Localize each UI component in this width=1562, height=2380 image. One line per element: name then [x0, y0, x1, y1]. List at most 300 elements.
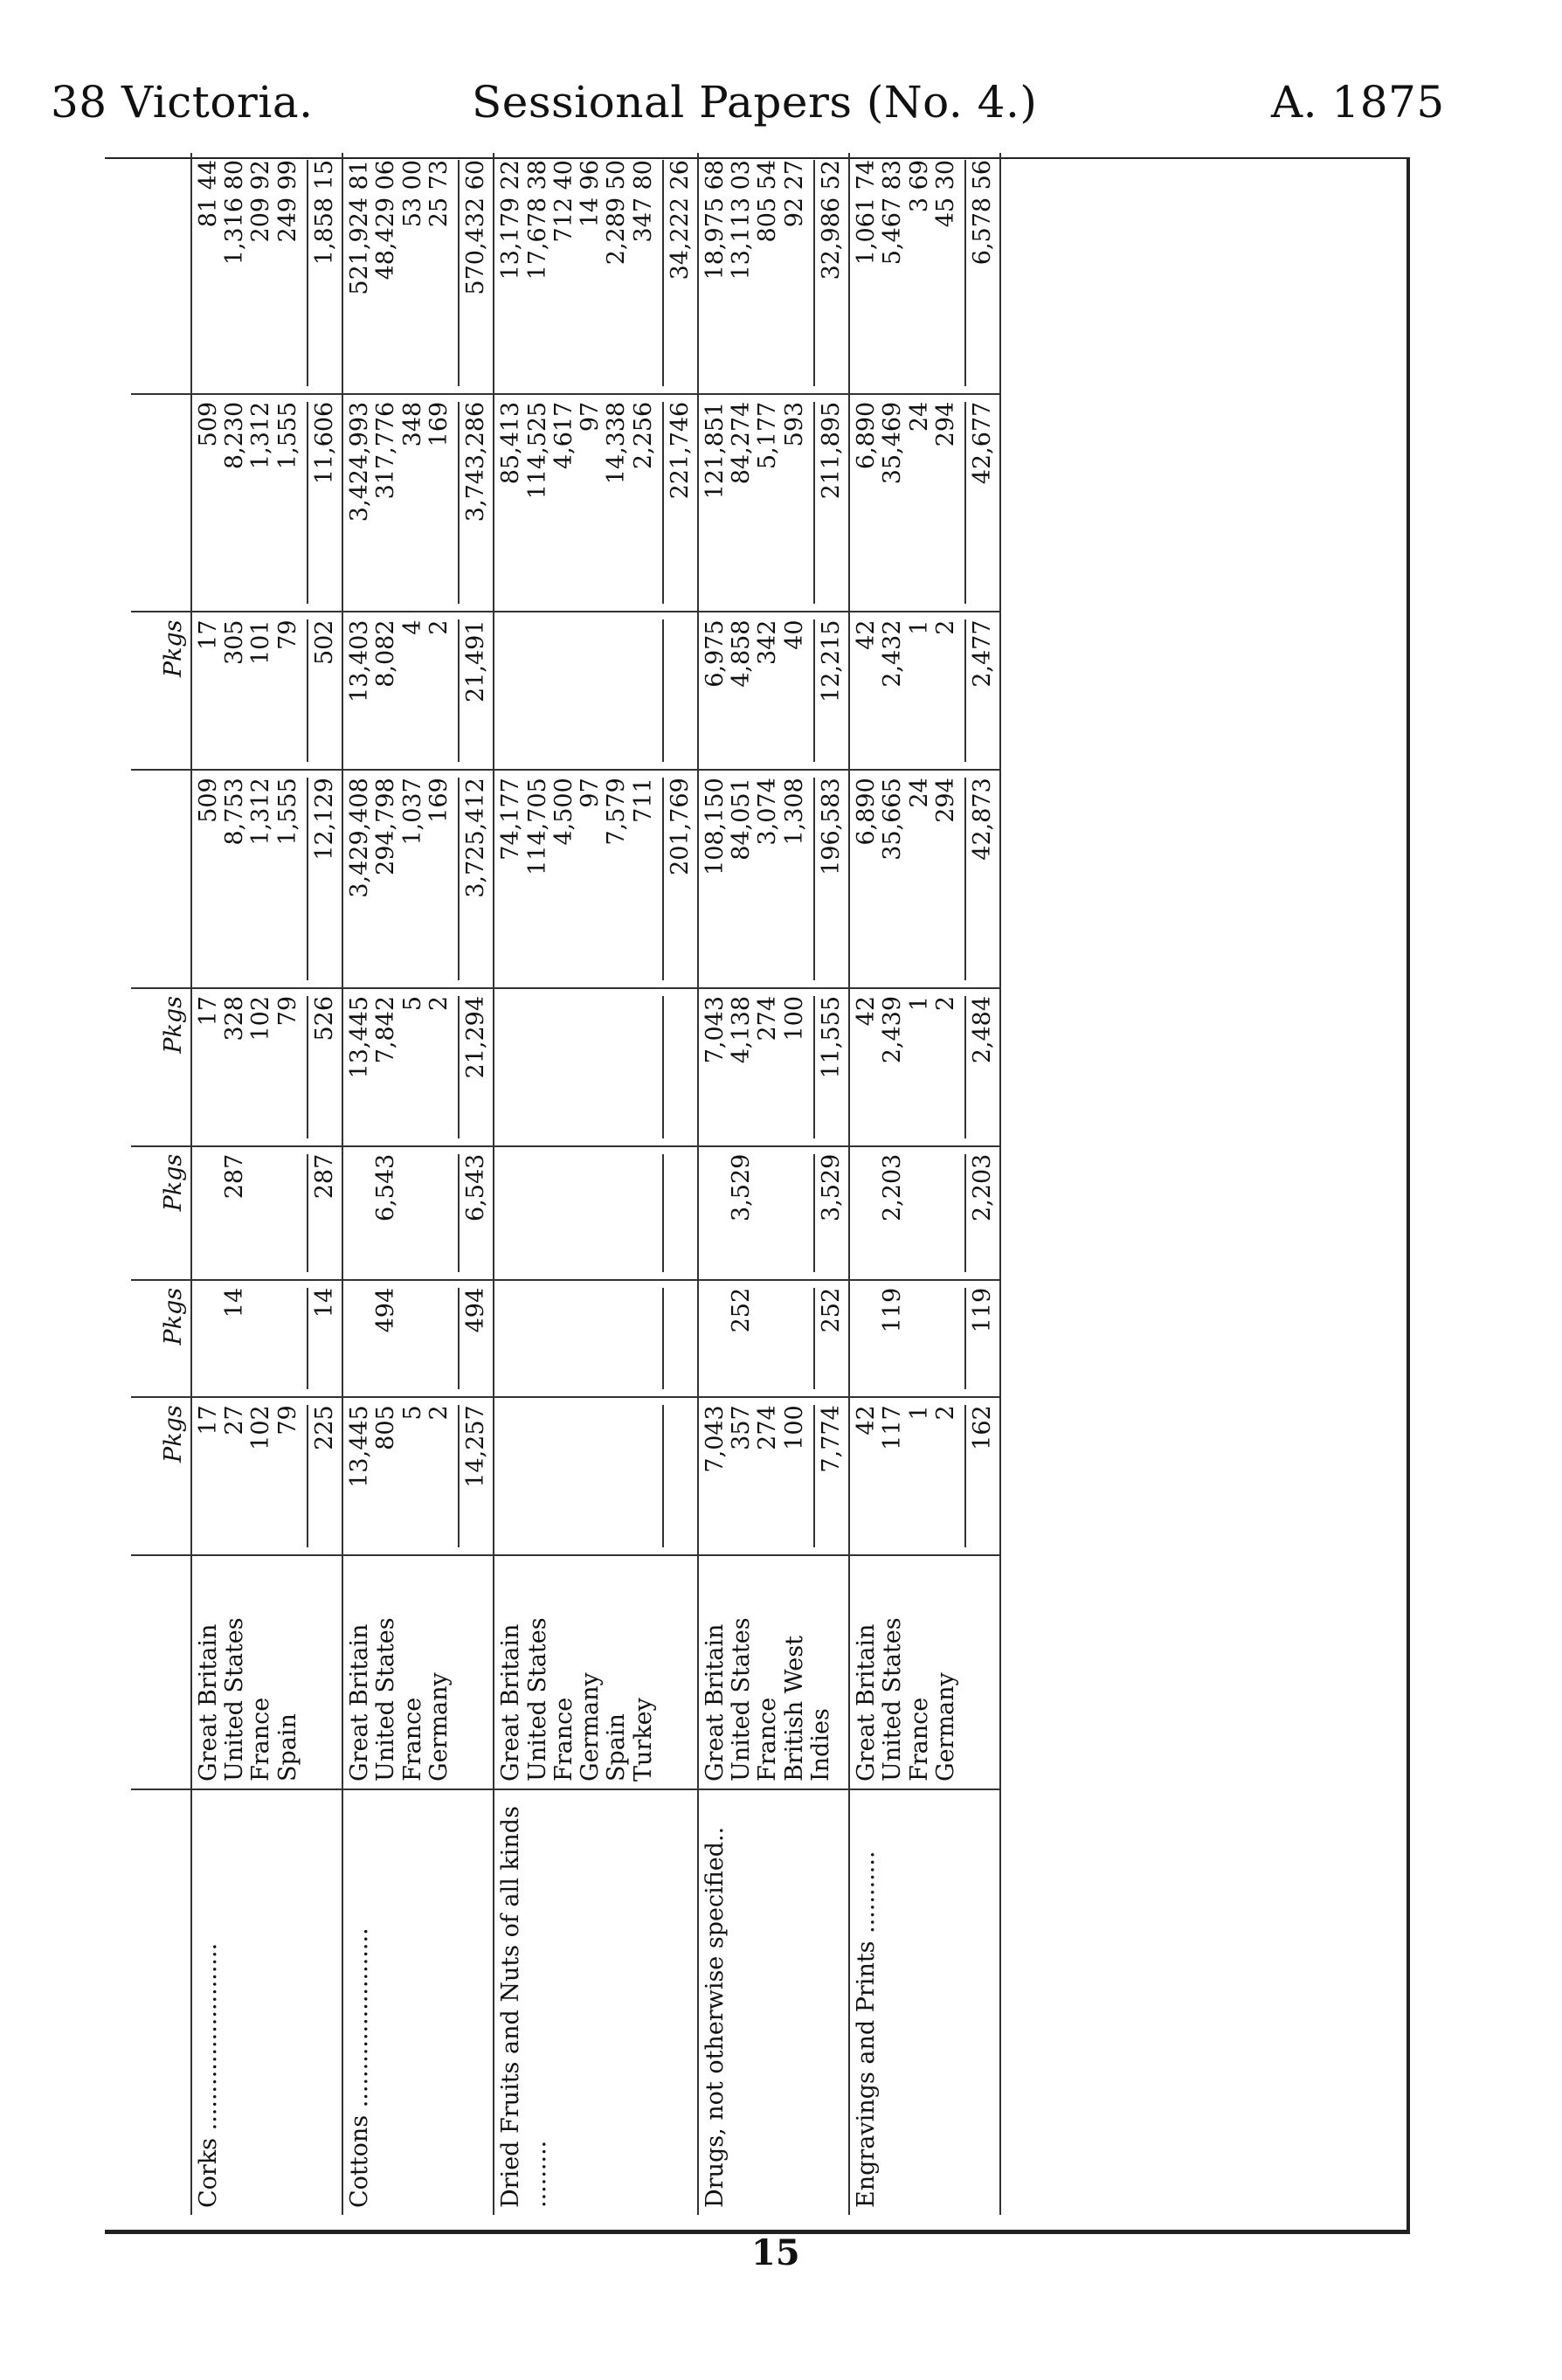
- cell-value: [604, 1405, 630, 1547]
- cell-value: 712 40: [549, 160, 577, 243]
- cell-value: 1,312: [247, 778, 275, 846]
- cell-value: [248, 1288, 274, 1389]
- cell-value: [196, 1288, 222, 1389]
- cell-value: 17,678 38: [523, 160, 551, 280]
- header-left: 38 Victoria.: [51, 77, 314, 128]
- cell-value: 3,074: [754, 778, 782, 846]
- cell-value: [196, 1154, 222, 1272]
- cell-value: 805: [372, 1405, 400, 1450]
- cell-total: 570,432 60: [458, 160, 489, 386]
- cell-value: 5,467 83: [879, 160, 907, 266]
- article-name: Drugs, not otherwise specified..: [701, 1826, 729, 2208]
- cell-total: 12,129: [307, 778, 338, 980]
- cell-value: [347, 1154, 373, 1272]
- cell-value: 1: [905, 995, 933, 1012]
- cell-value: 342: [754, 619, 782, 666]
- cell-value: [755, 1154, 781, 1272]
- cell-value: 494: [372, 1287, 400, 1333]
- table-row: [191, 153, 342, 2215]
- cell-value: 97: [577, 778, 605, 808]
- cell-value: 2,203: [879, 1153, 907, 1221]
- cell-total: 2,484: [964, 996, 996, 1138]
- cell-total: 196,583: [813, 778, 845, 980]
- cell-value: 1: [905, 1405, 933, 1421]
- value-col-3: [342, 1146, 494, 1280]
- cell-value: 42: [853, 995, 881, 1027]
- cell-value: [525, 1288, 551, 1389]
- cell-value: 17: [195, 1405, 222, 1436]
- country-name: Turkey: [629, 1698, 657, 1782]
- cell-value: 249 99: [273, 160, 301, 243]
- country-list: [191, 1555, 342, 1789]
- cell-total: 3,529: [813, 1154, 845, 1272]
- header-col-4: Pkgs: [131, 988, 191, 1146]
- cell-value: 13,113 03: [728, 160, 756, 280]
- cell-value: 1,555: [273, 778, 301, 846]
- table-header-row: [131, 153, 191, 2215]
- cell-value: [604, 1288, 630, 1389]
- cell-value: 2: [931, 619, 959, 635]
- value-col-2: [849, 1280, 1000, 1397]
- cell-value: [631, 1288, 657, 1389]
- cell-value: 14,338: [603, 401, 631, 485]
- cell-value: 84,051: [728, 778, 756, 861]
- country-name: Great Britain: [195, 1623, 222, 1782]
- cell-value: 2: [425, 619, 453, 635]
- cell-value: 24: [905, 401, 933, 432]
- value-col-1: [191, 1397, 342, 1555]
- cell-value: 17: [195, 619, 222, 650]
- value-col-7: [849, 394, 1000, 612]
- cell-value: 97: [577, 401, 605, 432]
- value-col-7: [191, 394, 342, 612]
- cell-value: [631, 1154, 657, 1272]
- cell-total: 252: [813, 1288, 845, 1389]
- cell-value: [275, 1288, 301, 1389]
- cell-total: 14,257: [458, 1405, 489, 1547]
- country-name: France: [905, 1697, 933, 1782]
- country-name: France: [754, 1697, 782, 1782]
- cell-value: 3 69: [905, 160, 933, 213]
- cell-value: [551, 996, 577, 1138]
- cell-total: [662, 996, 694, 1138]
- cell-value: 25 73: [425, 160, 453, 228]
- cell-value: [907, 1288, 933, 1389]
- cell-total: 494: [458, 1288, 489, 1389]
- cell-value: [577, 1154, 604, 1272]
- value-col-8: [191, 153, 342, 394]
- country-list: [698, 1555, 849, 1789]
- cell-value: 114,525: [523, 401, 551, 500]
- header-country: [131, 1555, 191, 1789]
- value-col-3: [191, 1146, 342, 1280]
- cell-value: 4: [398, 619, 426, 635]
- cell-value: [525, 1154, 551, 1272]
- value-col-2: [698, 1280, 849, 1397]
- value-col-1: [494, 1397, 698, 1555]
- cell-value: [426, 1154, 453, 1272]
- cell-value: [577, 996, 604, 1138]
- country-name: Germany: [577, 1672, 605, 1782]
- cell-value: 7,842: [372, 995, 400, 1064]
- cell-value: 1,061 74: [853, 160, 881, 266]
- cell-total: [662, 1405, 694, 1547]
- value-col-3: [494, 1146, 698, 1280]
- header-col-7: [131, 394, 191, 612]
- cell-value: [782, 1288, 808, 1389]
- value-col-7: [698, 394, 849, 612]
- cell-value: [525, 1405, 551, 1547]
- cell-value: [702, 1288, 729, 1389]
- cell-value: 4,138: [728, 995, 756, 1064]
- cell-value: [933, 1154, 959, 1272]
- cell-value: [933, 1288, 959, 1389]
- cell-value: 6,890: [853, 401, 881, 470]
- cell-total: 14: [307, 1288, 338, 1389]
- country-name: United States: [221, 1617, 249, 1782]
- value-col-4: [342, 988, 494, 1146]
- cell-value: 7,043: [701, 995, 729, 1064]
- header-title: Sessional Papers (No. 4.): [472, 77, 1038, 128]
- cell-value: [525, 996, 551, 1138]
- cell-value: 2: [425, 995, 453, 1012]
- cell-value: 121,851: [701, 401, 729, 500]
- cell-value: 108,150: [701, 778, 729, 875]
- cell-value: 42: [853, 619, 881, 650]
- cell-value: [854, 1154, 880, 1272]
- cell-total: 221,746: [662, 402, 694, 605]
- cell-value: 5: [398, 995, 426, 1012]
- cell-value: 3,429,408: [346, 778, 374, 898]
- value-col-4: [494, 988, 698, 1146]
- cell-total: 11,606: [307, 402, 338, 605]
- header-article: [131, 1789, 191, 2215]
- cell-value: [498, 620, 524, 763]
- value-col-1: [698, 1397, 849, 1555]
- country-name: Spain: [603, 1713, 631, 1782]
- cell-value: 305: [221, 619, 249, 666]
- cell-value: [631, 1405, 657, 1547]
- cell-total: 42,873: [964, 778, 996, 980]
- header-col-5: [131, 770, 191, 988]
- value-col-7: [342, 394, 494, 612]
- cell-value: 114,705: [523, 778, 551, 875]
- cell-total: 21,294: [458, 996, 489, 1138]
- cell-total: 21,491: [458, 620, 489, 763]
- cell-value: 7,043: [701, 1405, 729, 1473]
- cell-total: [662, 1154, 694, 1272]
- table-row: [342, 153, 494, 2215]
- table-row: [849, 153, 1000, 2215]
- cell-value: 1,555: [273, 401, 301, 470]
- value-col-1: [849, 1397, 1000, 1555]
- cell-value: 209 92: [247, 160, 275, 243]
- cell-value: 593: [780, 401, 808, 447]
- header-col-8: [131, 153, 191, 394]
- cell-value: 2,432: [879, 619, 907, 688]
- cell-value: [702, 1154, 729, 1272]
- cell-value: 17: [195, 995, 222, 1027]
- cell-value: [577, 1288, 604, 1389]
- cell-value: 169: [425, 778, 453, 823]
- cell-value: [525, 620, 551, 763]
- cell-value: [248, 1154, 274, 1272]
- cell-value: 13,179 22: [497, 160, 525, 280]
- cell-value: 85,413: [497, 401, 525, 485]
- cell-value: 13,445: [346, 1405, 374, 1488]
- cell-total: 211,895: [813, 402, 845, 605]
- value-col-3: [849, 1146, 1000, 1280]
- cell-value: 8,230: [221, 401, 249, 470]
- cell-value: 6,975: [701, 619, 729, 688]
- value-col-8: [342, 153, 494, 394]
- country-name: Germany: [931, 1672, 959, 1782]
- cell-value: 101: [247, 619, 275, 666]
- cell-value: 100: [780, 995, 808, 1041]
- cell-value: 1,312: [247, 401, 275, 470]
- value-col-6: [191, 612, 342, 771]
- cell-value: 357: [728, 1405, 756, 1450]
- value-col-5: [698, 770, 849, 988]
- cell-value: [854, 1288, 880, 1389]
- cell-value: 8,753: [221, 778, 249, 846]
- cell-total: 502: [307, 620, 338, 763]
- article-name: Cottons ........................: [346, 1927, 374, 2208]
- cell-value: [782, 1154, 808, 1272]
- cell-value: 74,177: [497, 778, 525, 861]
- cell-value: 2: [425, 1405, 453, 1421]
- cell-total: 3,743,286: [458, 402, 489, 605]
- value-col-2: [191, 1280, 342, 1397]
- cell-total: 201,769: [662, 778, 694, 980]
- cell-value: 81 44: [195, 160, 222, 228]
- cell-value: 1,308: [780, 778, 808, 846]
- cell-value: 117: [879, 1405, 907, 1450]
- cell-value: 45 30: [931, 160, 959, 228]
- value-col-8: [494, 153, 698, 394]
- cell-value: 18,975 68: [701, 160, 729, 280]
- cell-value: 42: [853, 1405, 881, 1436]
- cell-value: 521,924 81: [346, 160, 374, 295]
- article-name: Corks .........................: [195, 1942, 222, 2208]
- value-col-2: [494, 1280, 698, 1397]
- cell-value: 6,543: [372, 1153, 400, 1221]
- cell-value: [275, 1154, 301, 1272]
- header-col-1: Pkgs: [131, 1397, 191, 1555]
- cell-value: 509: [195, 401, 222, 447]
- cell-total: 11,555: [813, 996, 845, 1138]
- cell-value: [498, 1154, 524, 1272]
- cell-value: 3,424,993: [346, 401, 374, 522]
- country-list: [494, 1555, 698, 1789]
- table-row: [698, 153, 849, 2215]
- cell-value: [426, 1288, 453, 1389]
- cell-value: 27: [221, 1405, 249, 1436]
- cell-value: 2,289 50: [603, 160, 631, 266]
- country-name: Great Britain: [497, 1623, 525, 1782]
- cell-value: 92 27: [780, 160, 808, 228]
- cell-value: 53 00: [398, 160, 426, 228]
- page-number: 15: [751, 2232, 800, 2273]
- country-name: Great Britain: [701, 1623, 729, 1782]
- cell-value: 317,776: [372, 401, 400, 500]
- cell-value: 119: [879, 1287, 907, 1333]
- cell-value: 79: [273, 995, 301, 1027]
- cell-total: [662, 1288, 694, 1389]
- cell-value: [604, 1154, 630, 1272]
- cell-value: 5,177: [754, 401, 782, 470]
- cell-value: 274: [754, 1405, 782, 1450]
- cell-value: 2,256: [629, 401, 657, 470]
- cell-value: 1,037: [398, 778, 426, 846]
- cell-value: [551, 1288, 577, 1389]
- article-name: Dried Fruits and Nuts of all kinds .........: [497, 1806, 551, 2208]
- cell-value: 294,798: [372, 778, 400, 875]
- cell-value: 13,445: [346, 995, 374, 1079]
- cell-value: [755, 1288, 781, 1389]
- value-col-4: [698, 988, 849, 1146]
- value-col-8: [698, 153, 849, 394]
- cell-value: 14: [221, 1287, 249, 1318]
- cell-value: 252: [728, 1287, 756, 1333]
- cell-total: 162: [964, 1405, 996, 1547]
- value-col-5: [191, 770, 342, 988]
- country-list: [849, 1555, 1000, 1789]
- country-name: Germany: [425, 1672, 453, 1782]
- value-col-5: [342, 770, 494, 988]
- header-right: A. 1875: [1271, 77, 1445, 128]
- value-col-3: [698, 1146, 849, 1280]
- cell-value: 4,617: [549, 401, 577, 470]
- cell-total: 12,215: [813, 620, 845, 763]
- cell-value: 274: [754, 995, 782, 1041]
- cell-value: 328: [221, 995, 249, 1041]
- header-col-6: Pkgs: [131, 612, 191, 771]
- cell-value: [604, 620, 630, 763]
- cell-value: 5: [398, 1405, 426, 1421]
- table-row: [494, 153, 698, 2215]
- cell-value: 347 80: [629, 160, 657, 243]
- cell-total: 3,725,412: [458, 778, 489, 980]
- cell-value: 509: [195, 778, 222, 823]
- cell-value: [400, 1154, 426, 1272]
- cell-value: 40: [780, 619, 808, 650]
- cell-total: 2,203: [964, 1154, 996, 1272]
- cell-value: 79: [273, 619, 301, 650]
- cell-value: [551, 1405, 577, 1547]
- country-name: United States: [523, 1617, 551, 1782]
- value-col-5: [849, 770, 1000, 988]
- cell-value: [400, 1288, 426, 1389]
- cell-value: 79: [273, 1405, 301, 1436]
- value-col-7: [494, 394, 698, 612]
- rotated-table: [131, 153, 1389, 2215]
- imports-table: [131, 153, 1001, 2215]
- cell-value: [498, 1288, 524, 1389]
- cell-value: 1: [905, 619, 933, 635]
- cell-total: 6,578 56: [964, 160, 996, 386]
- cell-total: 32,986 52: [813, 160, 845, 386]
- cell-value: 169: [425, 401, 453, 447]
- value-col-6: [698, 612, 849, 771]
- cell-value: 14 96: [577, 160, 605, 228]
- value-col-8: [849, 153, 1000, 394]
- value-col-6: [494, 612, 698, 771]
- cell-total: 526: [307, 996, 338, 1138]
- cell-value: 6,890: [853, 778, 881, 846]
- cell-value: [631, 620, 657, 763]
- cell-value: 2: [931, 1405, 959, 1421]
- cell-value: 100: [780, 1405, 808, 1450]
- country-name: Great Britain: [346, 1623, 374, 1782]
- cell-value: [577, 1405, 604, 1547]
- cell-value: [551, 1154, 577, 1272]
- cell-total: [662, 620, 694, 763]
- cell-value: 48,429 06: [372, 160, 400, 280]
- cell-value: 294: [931, 778, 959, 823]
- cell-value: 13,403: [346, 619, 374, 702]
- cell-total: 7,774: [813, 1405, 845, 1547]
- cell-value: 287: [221, 1153, 249, 1200]
- country-name: United States: [879, 1617, 907, 1782]
- cell-value: 1,316 80: [221, 160, 249, 266]
- cell-value: 8,082: [372, 619, 400, 688]
- cell-value: 102: [247, 1405, 275, 1450]
- cell-value: 294: [931, 401, 959, 447]
- cell-value: 4,500: [549, 778, 577, 846]
- value-col-4: [849, 988, 1000, 1146]
- country-name: France: [549, 1697, 577, 1782]
- cell-value: 711: [629, 778, 657, 823]
- value-col-5: [494, 770, 698, 988]
- value-col-2: [342, 1280, 494, 1397]
- cell-value: 7,579: [603, 778, 631, 846]
- value-col-6: [342, 612, 494, 771]
- cell-value: [551, 620, 577, 763]
- cell-total: 287: [307, 1154, 338, 1272]
- country-name: Great Britain: [853, 1623, 881, 1782]
- cell-value: 348: [398, 401, 426, 447]
- cell-value: [604, 996, 630, 1138]
- cell-value: [347, 1288, 373, 1389]
- cell-value: [907, 1154, 933, 1272]
- country-name: Spain: [273, 1713, 301, 1782]
- cell-value: [631, 996, 657, 1138]
- cell-value: 2,439: [879, 995, 907, 1064]
- cell-value: 2: [931, 995, 959, 1012]
- value-col-4: [191, 988, 342, 1146]
- country-list: [342, 1555, 494, 1789]
- country-name: France: [247, 1697, 275, 1782]
- cell-value: 35,665: [879, 778, 907, 861]
- cell-total: 1,858 15: [307, 160, 338, 386]
- header-col-2: Pkgs: [131, 1280, 191, 1397]
- country-name: United States: [372, 1617, 400, 1782]
- cell-value: 35,469: [879, 401, 907, 485]
- cell-value: 3,529: [728, 1153, 756, 1221]
- cell-total: 42,677: [964, 402, 996, 605]
- header-col-3: Pkgs: [131, 1146, 191, 1280]
- cell-value: 24: [905, 778, 933, 808]
- value-col-6: [849, 612, 1000, 771]
- cell-total: 6,543: [458, 1154, 489, 1272]
- cell-value: 805 54: [754, 160, 782, 243]
- cell-total: 225: [307, 1405, 338, 1547]
- country-name: France: [398, 1697, 426, 1782]
- cell-value: [577, 620, 604, 763]
- country-name: United States: [728, 1617, 756, 1782]
- cell-value: [498, 1405, 524, 1547]
